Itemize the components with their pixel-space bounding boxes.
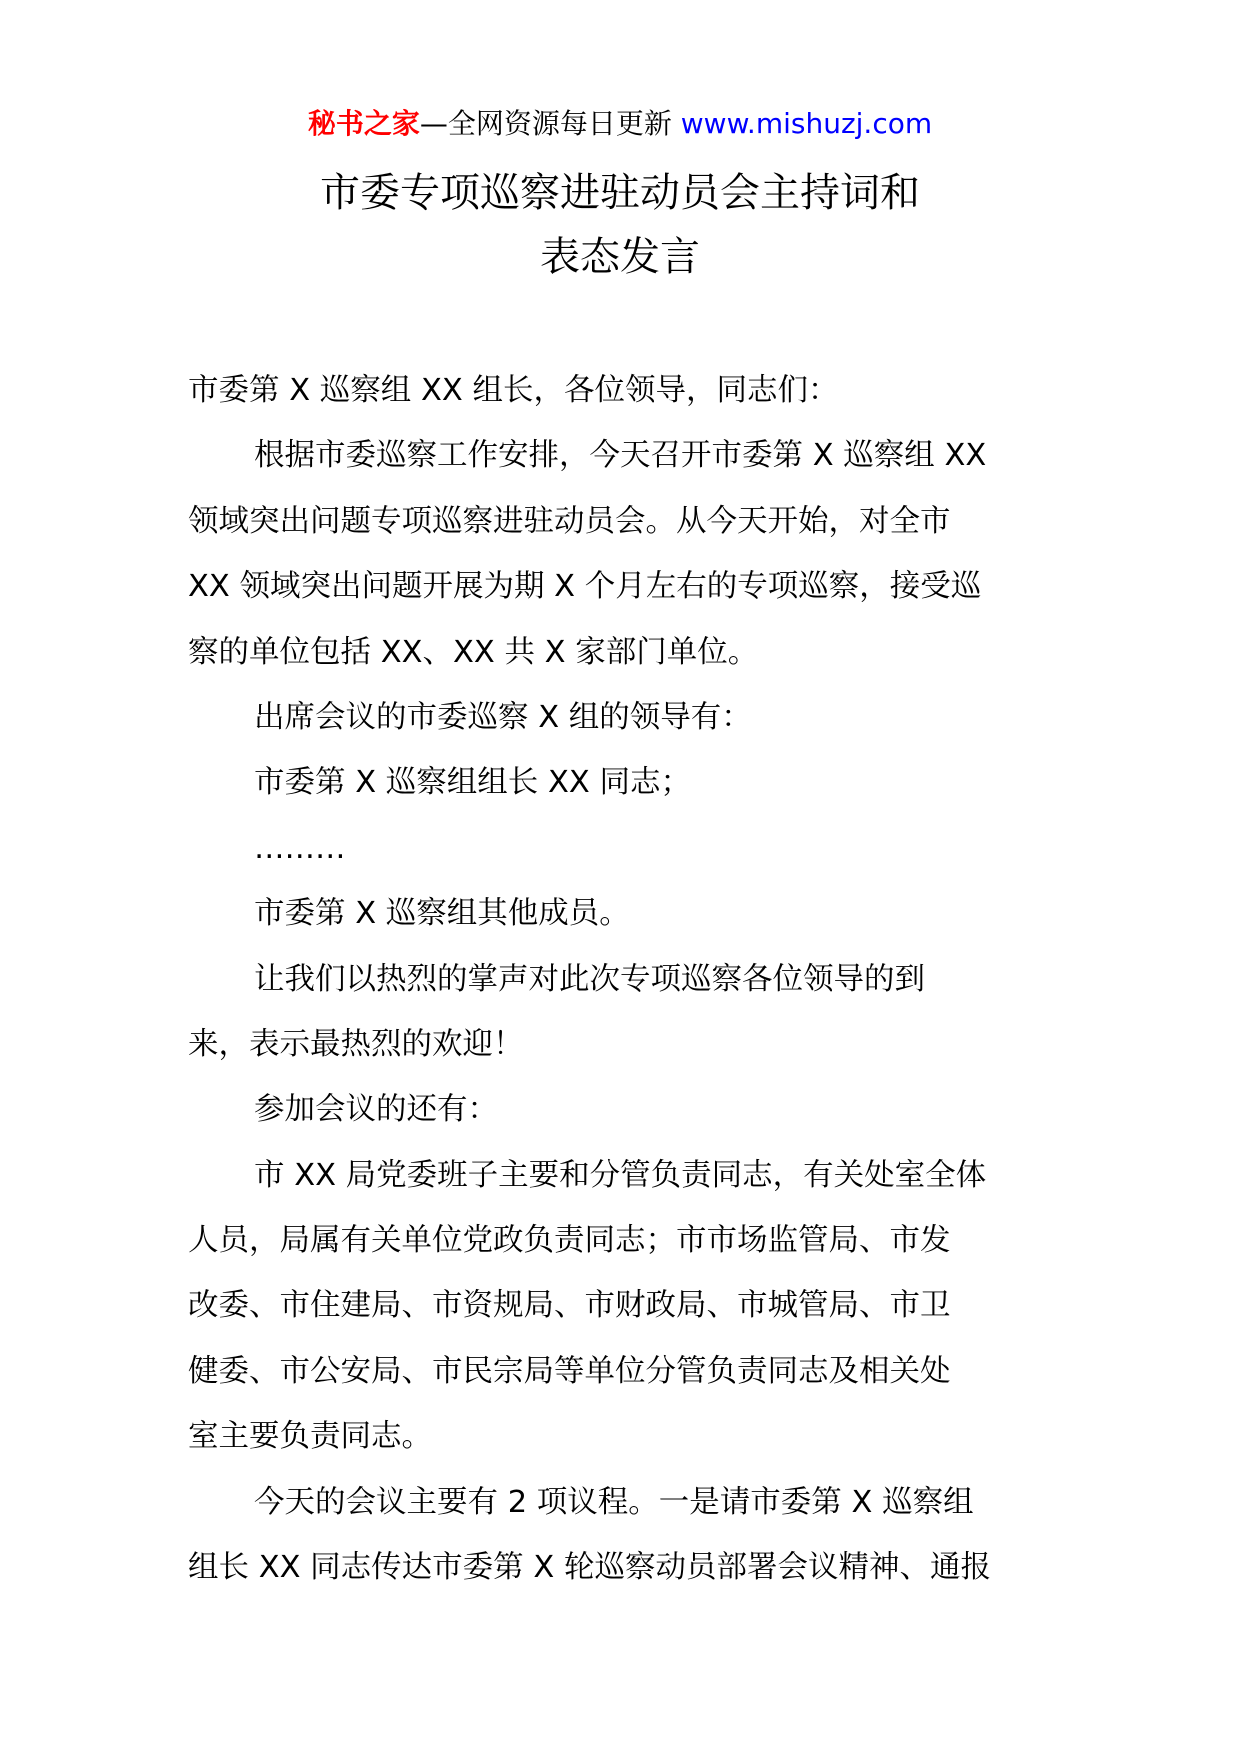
paragraph-line: 改委、市住建局、市资规局、市财政局、市城管局、市卫 bbox=[188, 1288, 951, 1324]
document-body bbox=[188, 358, 1068, 1600]
paragraph-line: 来，表示最热烈的欢迎！ bbox=[188, 1026, 524, 1062]
site-url[interactable]: www.mishuzj.com bbox=[680, 107, 933, 140]
paragraph-line: XX 领域突出问题开展为期 X 个月左右的专项巡察，接受巡 bbox=[188, 569, 982, 605]
document-title-line-2: 表态发言 bbox=[540, 234, 700, 280]
paragraph-line: 今天的会议主要有 2 项议程。一是请市委第 X 巡察组 bbox=[254, 1484, 974, 1520]
paragraph-line: 市委第 X 巡察组组长 XX 同志； bbox=[254, 765, 691, 801]
paragraph-line: 根据市委巡察工作安排，今天召开市委第 X 巡察组 XX bbox=[254, 438, 987, 474]
paragraph-line: 市委第 X 巡察组其他成员。 bbox=[254, 896, 630, 932]
paragraph-line: ……… bbox=[254, 830, 346, 866]
paragraph-line: 组长 XX 同志传达市委第 X 轮巡察动员部署会议精神、通报 bbox=[188, 1550, 991, 1586]
paragraph-line: 人员，局属有关单位党政负责同志；市市场监管局、市发 bbox=[188, 1223, 951, 1259]
paragraph-line: 出席会议的市委巡察 X 组的领导有： bbox=[254, 699, 752, 735]
site-brand: 秘书之家 bbox=[307, 107, 420, 140]
paragraph-line: 察的单位包括 XX、XX 共 X 家部门单位。 bbox=[188, 634, 759, 670]
paragraph-line: 领域突出问题专项巡察进驻动员会。从今天开始，对全市 bbox=[188, 503, 951, 539]
paragraph-line: 市 XX 局党委班子主要和分管负责同志，有关处室全体 bbox=[254, 1157, 987, 1193]
paragraph-line: 健委、市公安局、市民宗局等单位分管负责同志及相关处 bbox=[188, 1353, 951, 1389]
paragraph-line: 让我们以热烈的掌声对此次专项巡察各位领导的到 bbox=[254, 961, 925, 997]
site-header bbox=[0, 104, 1240, 144]
site-slogan: —全网资源每日更新 bbox=[419, 107, 681, 140]
document-title-line-1: 市委专项巡察进驻动员会主持词和 bbox=[320, 170, 920, 216]
paragraph-line: 室主要负责同志。 bbox=[188, 1419, 432, 1455]
salutation: 市委第 X 巡察组 XX 组长，各位领导，同志们： bbox=[188, 373, 839, 408]
paragraph-line: 参加会议的还有： bbox=[254, 1092, 498, 1128]
